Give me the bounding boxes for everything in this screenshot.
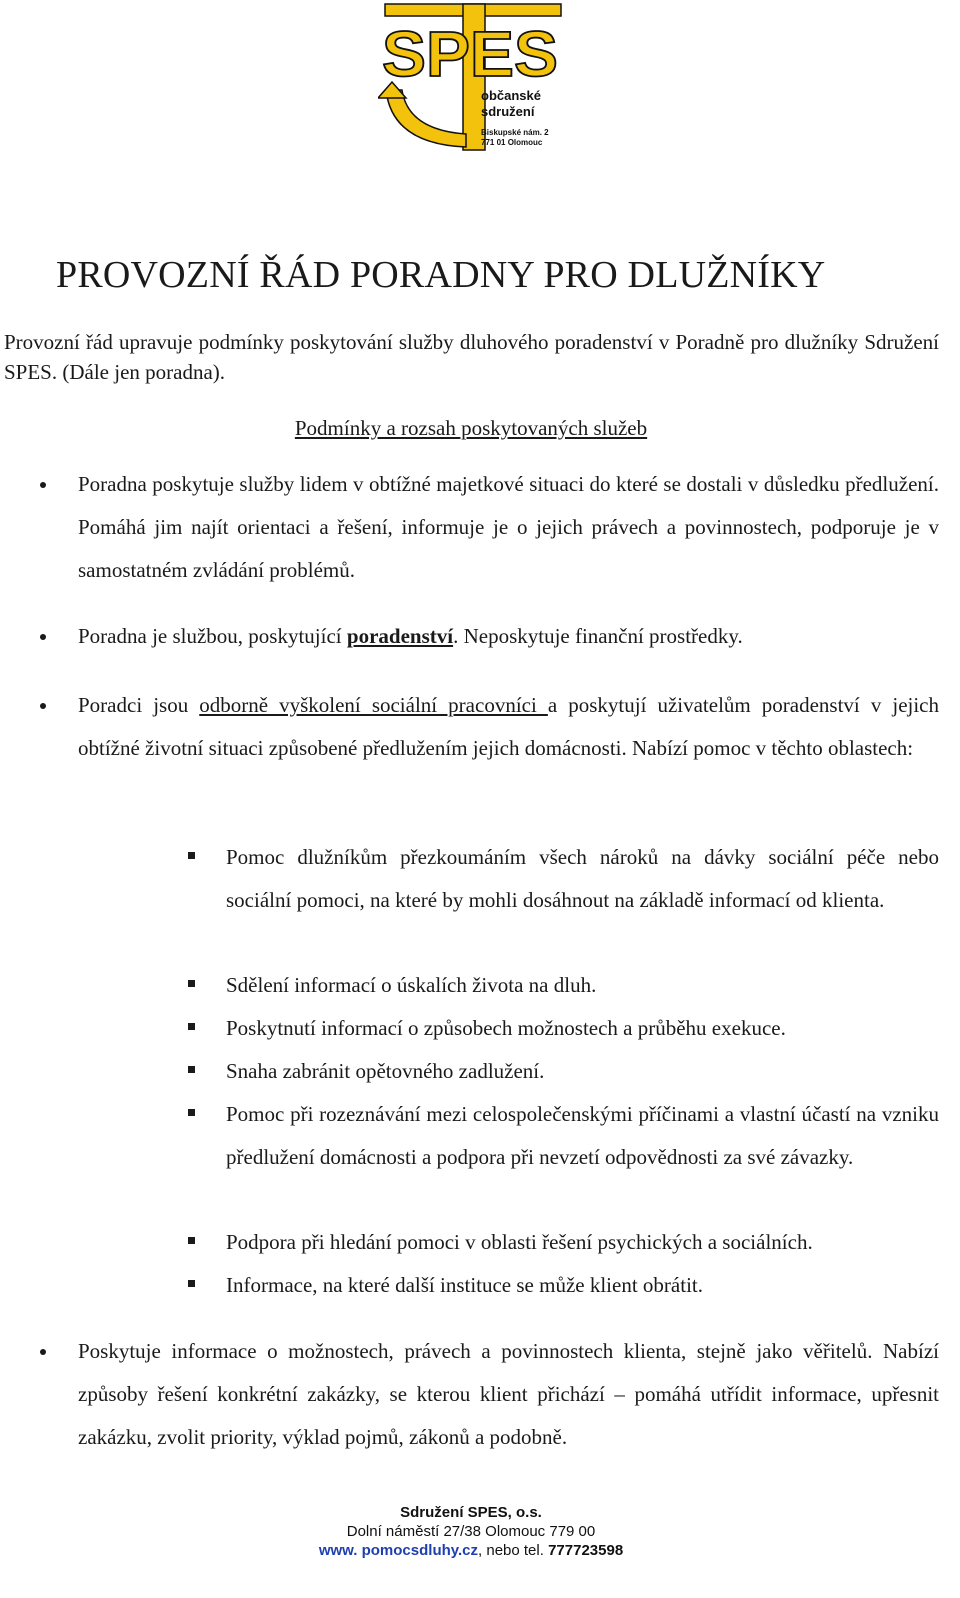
- sub-list-item-text: Pomoc při rozeznávání mezi celospolečenskými příčinami a vlastní účastí na vzniku předlužení domácnosti a podpora při nevzetí odpovědnosti za své závazky.: [226, 1102, 939, 1169]
- sub-list-item: [226, 1050, 939, 1093]
- intro-paragraph: Provozní řád upravuje podmínky poskytování služby dluhového poradenství v Poradně pro dlužníky Sdružení SPES. (Dále jen poradna).: [4, 330, 939, 384]
- logo-address-line2: 771 01 Olomouc: [481, 138, 543, 147]
- sub-list-item-text: Poskytnutí informací o způsobech možnostech a průběhu exekuce.: [226, 1016, 786, 1040]
- footer-org: Sdružení SPES, o.s.: [400, 1504, 542, 1521]
- sub-list-item-text: Pomoc dlužníkům přezkoumáním všech nároků na dávky sociální péče nebo sociální pomoci, na které by mohli dosáhnout na základě informací od klienta.: [226, 845, 939, 912]
- logo-address: [481, 128, 549, 148]
- sub-list-item: [226, 1093, 939, 1179]
- sub-list-item: [226, 1264, 939, 1307]
- underlined-phrase: odborně vyškolení sociální pracovníci: [199, 693, 548, 717]
- sub-list-item: [226, 964, 939, 1007]
- poradenstvi-emphasis: poradenství: [346, 624, 454, 648]
- sub-list-item-text: Snaha zabránit opětovného zadlužení.: [226, 1059, 545, 1083]
- list-item: [78, 463, 939, 592]
- list-item-text: Poskytuje informace o možnostech, právech a povinnostech klienta, stejně jako věřitelů. Nabízí způsoby řešení konkrétní zakázky, se kterou klient přichází – pomáhá utřídit informace, upřesnit zakázku, zvolit priority, výklad pojmů, zákonů a podobně.: [78, 1339, 939, 1449]
- logo-tagline: [481, 88, 541, 120]
- sub-list-item: [226, 836, 939, 922]
- footer-phone: 777723598: [548, 1542, 624, 1559]
- sub-list-item-text: Informace, na které další instituce se může klient obrátit.: [226, 1273, 703, 1297]
- footer-address: Dolní náměstí 27/38 Olomouc 779 00: [346, 1523, 596, 1540]
- list-item: [78, 684, 939, 770]
- list-item-text: Poradna je službou, poskytující: [78, 624, 347, 648]
- footer-website-link[interactable]: www. pomocsdluhy.cz: [318, 1542, 479, 1559]
- svg-text:SPES: SPES: [382, 18, 558, 90]
- logo-address-line1: Biskupské nám. 2: [481, 128, 549, 137]
- section-heading: Podmínky a rozsah poskytovaných služeb: [294, 416, 648, 440]
- list-item-text: a poskytují uživatelům poradenství v jejich obtížné životní situaci způsobené předlužením jejich domácnosti. Nabízí pomoc v těchto oblastech:: [78, 693, 940, 760]
- page-footer: [0, 1503, 942, 1560]
- sub-list-item-text: Sdělení informací o úskalích života na dluh.: [226, 973, 597, 997]
- footer-separator: , nebo tel.: [478, 1542, 549, 1559]
- sub-list-item-text: Podpora při hledání pomoci v oblasti řešení psychických a sociálních.: [226, 1230, 813, 1254]
- logo-line2: sdružení: [481, 104, 535, 119]
- list-item-text: Poradna poskytuje služby lidem v obtížné majetkové situaci do které se dostali v důsledku předlužení. Pomáhá jim najít orientaci a řešení, informuje je o jejich právech a povinnostech, podporuje je v samostatném zvládání problémů.: [78, 472, 939, 582]
- logo-line1: občanské: [481, 88, 541, 103]
- sub-list-item: [226, 1221, 939, 1264]
- spes-logo: [378, 2, 588, 152]
- list-item-text: . Neposkytuje finanční prostředky.: [453, 624, 743, 648]
- footer-contact: [0, 1541, 942, 1560]
- list-item: [78, 615, 939, 658]
- sub-list-item: [226, 1007, 939, 1050]
- page-title: PROVOZNÍ ŘÁD PORADNY PRO DLUŽNÍKY: [56, 254, 826, 296]
- list-item-text: Poradci jsou: [78, 693, 200, 717]
- list-item: [78, 1330, 939, 1459]
